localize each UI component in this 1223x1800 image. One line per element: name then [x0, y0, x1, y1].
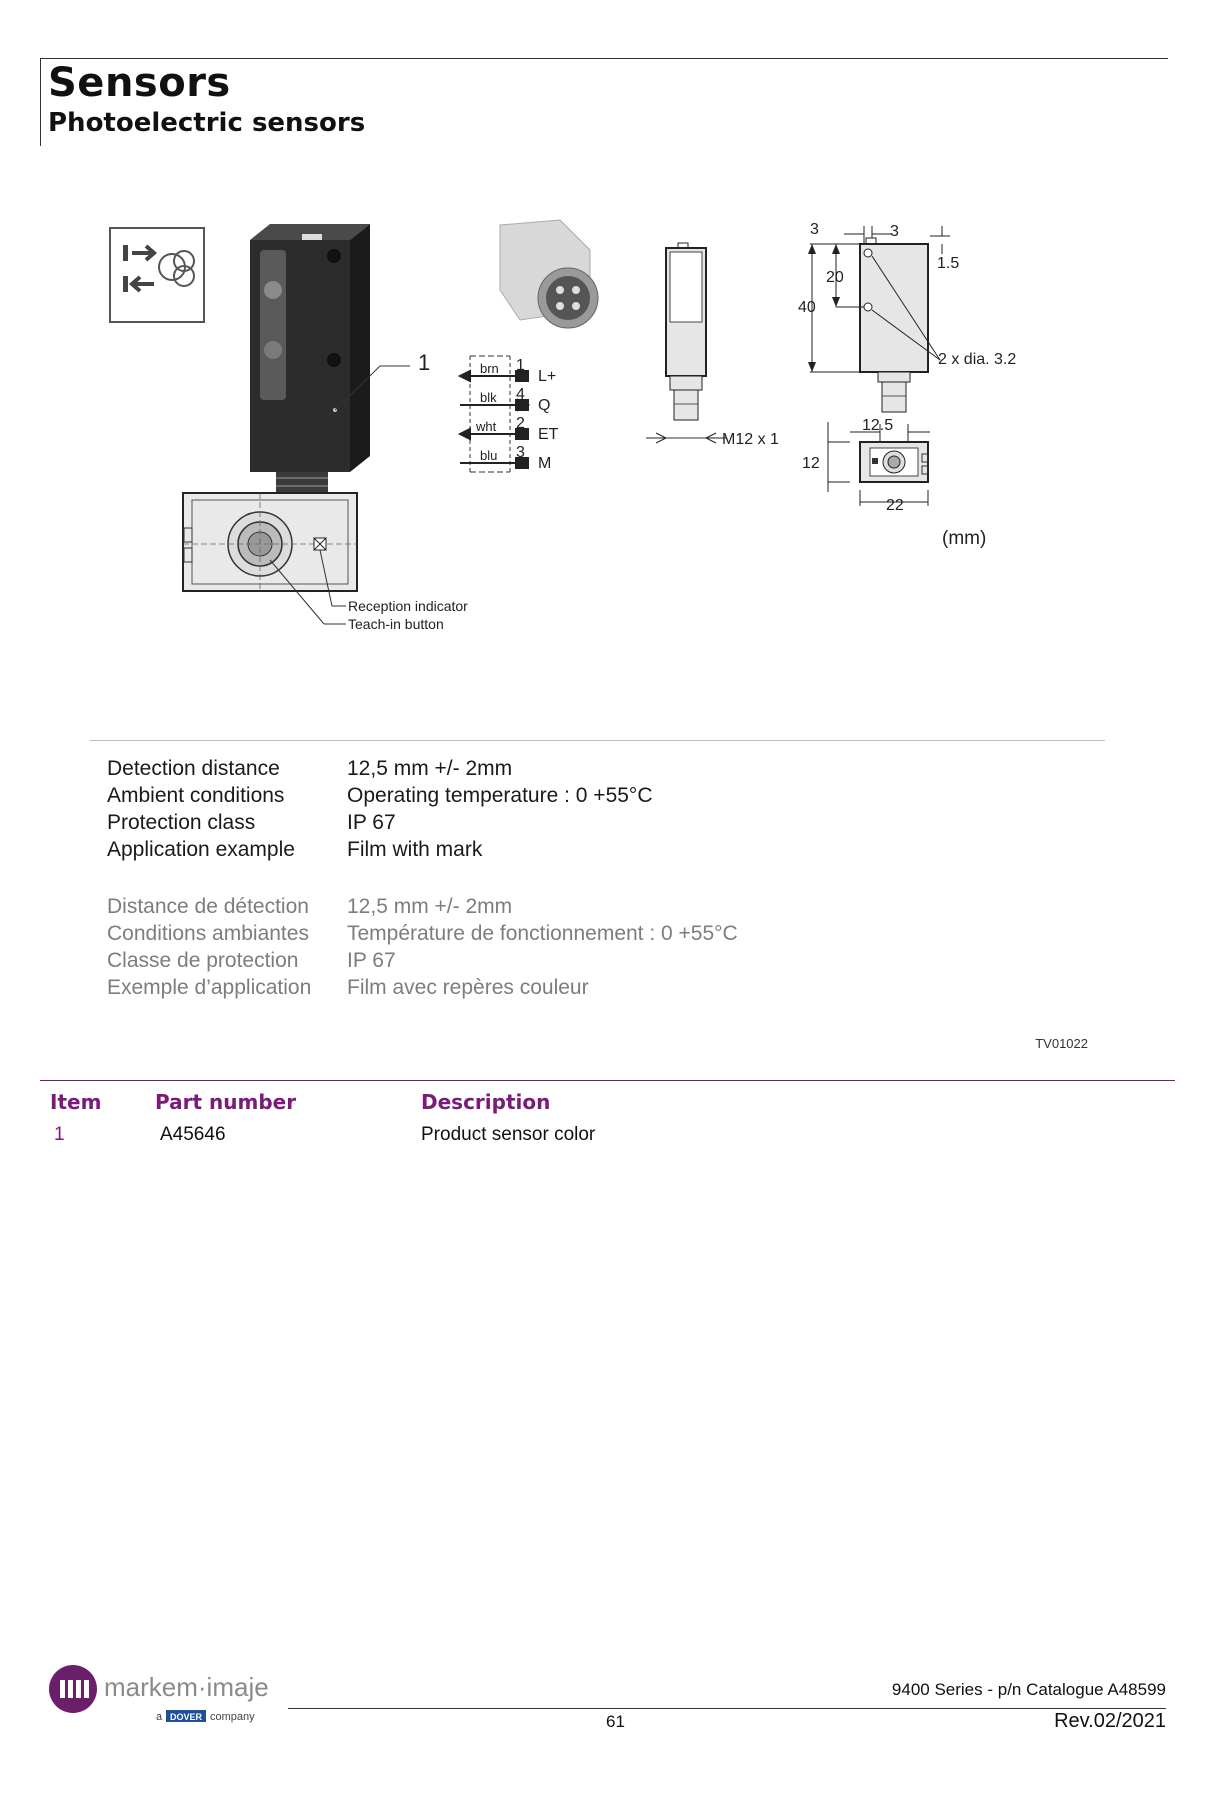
column-header-description: Description	[421, 1090, 551, 1114]
sensor-front-view	[183, 493, 357, 624]
spec-label: Conditions ambiantes	[107, 922, 309, 945]
dim-base-width: 22	[886, 497, 904, 514]
wire-color-4: blu	[480, 448, 498, 463]
wire-pin-3: 2	[516, 415, 525, 432]
wire-color-2: blk	[480, 390, 497, 405]
wire-signal-2: Q	[538, 397, 551, 414]
dim-top-right: 3	[890, 223, 899, 240]
spec-label: Distance de détection	[107, 895, 309, 918]
dim-holes: 2 x dia. 3.2	[938, 351, 1017, 368]
markem-imaje-logo	[48, 1664, 278, 1726]
wire-color-3: wht	[476, 419, 497, 434]
spec-value: Film avec repères couleur	[347, 976, 589, 999]
figure-reference: TV01022	[1035, 1036, 1088, 1051]
wire-signal-1: L+	[538, 368, 557, 385]
spec-value: Film with mark	[347, 838, 483, 861]
spec-label: Application example	[107, 838, 295, 861]
spec-label: Detection distance	[107, 757, 280, 780]
catalogue-reference: 9400 Series - p/n Catalogue A48599	[891, 1680, 1166, 1699]
spec-label: Exemple d’application	[107, 976, 312, 999]
revision: Rev.02/2021	[1054, 1710, 1166, 1732]
logo-sub-a: a	[156, 1711, 163, 1723]
sensor-drawing	[80, 210, 1140, 730]
spec-value: 12,5 mm +/- 2mm	[347, 895, 513, 918]
dim-height-total: 40	[798, 299, 816, 316]
header-left-rule	[40, 58, 41, 146]
cell-part-number: A45646	[160, 1124, 226, 1145]
teach-in-button-label: Teach-in button	[348, 616, 444, 632]
header-rule	[40, 58, 1168, 59]
thread-label: M12 x 1	[722, 431, 779, 448]
page-number: 61	[606, 1712, 625, 1731]
wire-signal-3: ET	[538, 426, 559, 443]
unit-label: (mm)	[942, 528, 987, 549]
cell-item: 1	[54, 1124, 65, 1145]
spec-value: Température de fonctionnement : 0 +55°C	[347, 922, 738, 945]
spec-label: Ambient conditions	[107, 784, 285, 807]
footer-rule	[288, 1708, 1166, 1709]
sensor-dimension-view	[808, 226, 950, 412]
dim-right-top: 1.5	[937, 255, 960, 272]
dim-connector-width: 12.5	[862, 417, 894, 434]
dim-base-height: 12	[802, 455, 820, 472]
spec-label: Protection class	[107, 811, 256, 834]
logo-wordmark: markem·imaje	[104, 1672, 269, 1702]
wire-signal-4: M	[538, 455, 552, 472]
spec-value: 12,5 mm +/- 2mm	[347, 757, 513, 780]
dim-top-left: 3	[810, 221, 819, 238]
sensor-photo	[250, 224, 410, 512]
spec-value: IP 67	[347, 811, 396, 834]
spec-value: IP 67	[347, 949, 396, 972]
sensor-base-view	[828, 422, 930, 506]
spec-label: Classe de protection	[107, 949, 299, 972]
page-title: Sensors	[48, 60, 231, 106]
column-header-item: Item	[50, 1090, 102, 1114]
table-rule	[40, 1080, 1175, 1081]
logo-sub-brand: DOVER	[170, 1712, 203, 1722]
spec-value: Operating temperature : 0 +55°C	[347, 784, 653, 807]
connector-photo	[500, 220, 598, 328]
figure-divider	[90, 740, 1105, 741]
logo-sub-company: company	[210, 1711, 255, 1723]
dim-height-mid: 20	[826, 269, 844, 286]
wire-pin-2: 4	[516, 386, 525, 403]
wire-pin-4: 3	[516, 444, 525, 461]
wire-pin-1: 1	[516, 357, 525, 374]
wire-color-1: brn	[480, 361, 499, 376]
reception-indicator-label: Reception indicator	[348, 598, 468, 614]
column-header-part-number: Part number	[155, 1090, 297, 1114]
page-subtitle: Photoelectric sensors	[48, 108, 366, 138]
callout-number: 1	[418, 350, 431, 375]
sensor-function-icon	[110, 228, 204, 322]
sensor-side-view	[646, 243, 726, 443]
cell-description: Product sensor color	[421, 1124, 596, 1145]
